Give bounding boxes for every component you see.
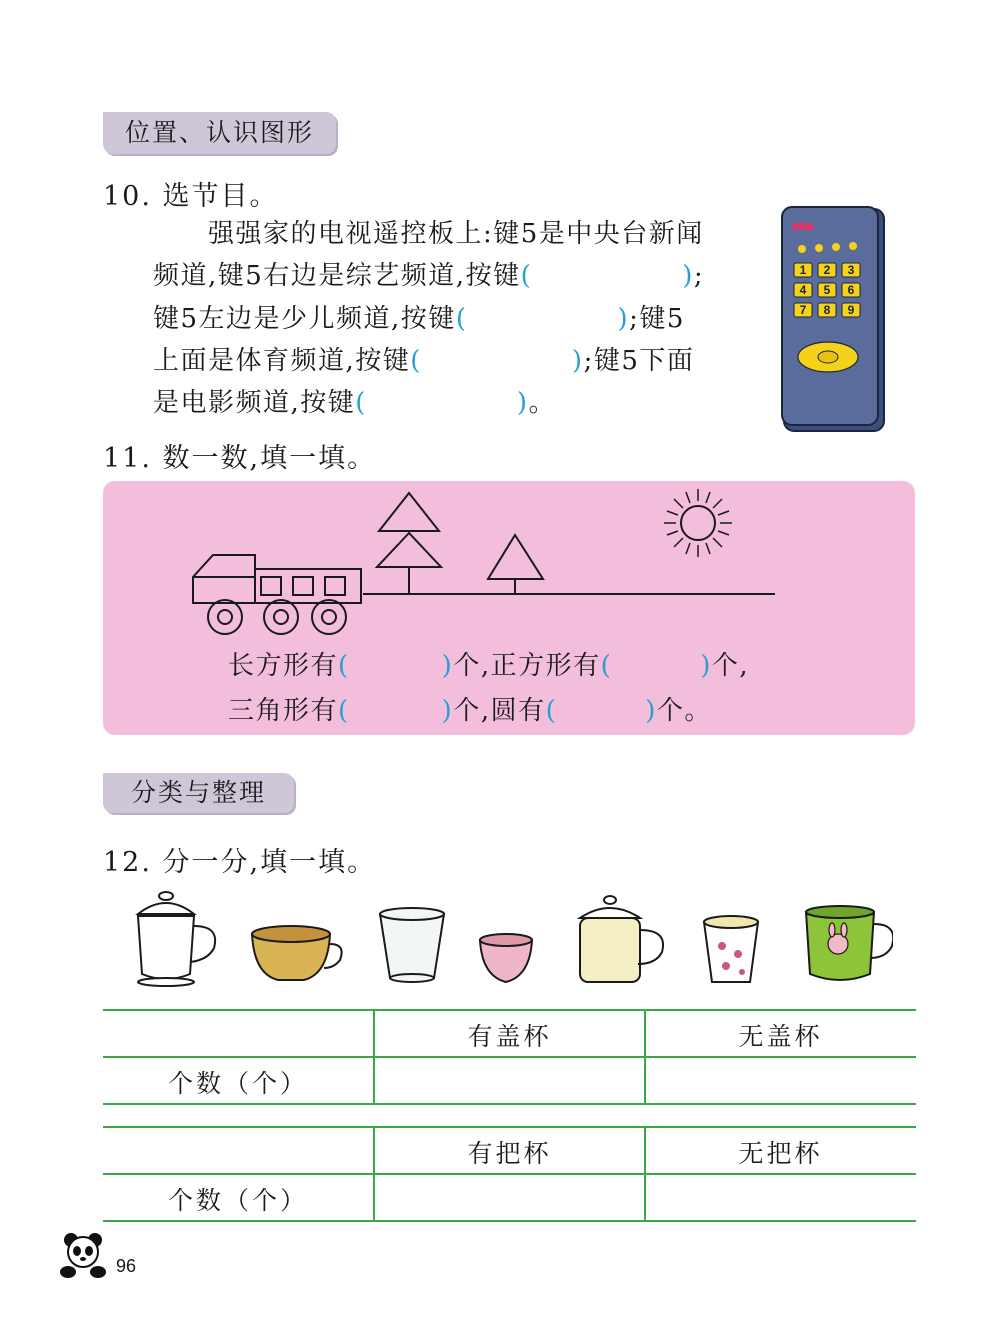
q10-line-2-end: ; [693, 261, 705, 291]
green-rabbit-mug-icon [806, 906, 893, 980]
q10-line-2-text: 频道,键5右边是综艺频道,按键 [153, 261, 521, 291]
close-paren: ) [682, 261, 694, 291]
close-paren: ) [441, 651, 454, 681]
q10-line-5-text: 是电影频道,按键 [153, 388, 356, 418]
pink-bowl-icon [480, 934, 532, 982]
close-paren: ) [617, 304, 630, 334]
open-paren: ( [338, 651, 350, 681]
wheel-1 [208, 600, 242, 634]
q11-row-1 [228, 645, 749, 682]
wheel-3 [312, 600, 346, 634]
truck-square-1 [261, 577, 281, 595]
q10-line-1: 强强家的电视遥控板上:键5是中央台新闻 [208, 219, 704, 249]
truck-square-2 [293, 577, 313, 595]
row-2-end: 个。 [656, 696, 712, 726]
q10-line-5-end: 。 [528, 388, 557, 418]
q11-row-2 [228, 690, 712, 727]
truck-cab-shape [193, 555, 255, 603]
table-1-row-label: 个数（个） [167, 1069, 308, 1098]
section-title-sorting [103, 773, 294, 813]
open-paren: ( [355, 388, 367, 418]
remote-key-9: 9 [847, 303, 855, 317]
table-2-handled-count-cell[interactable] [375, 1175, 644, 1220]
table-1-header-lidded: 有盖杯 [467, 1022, 552, 1051]
q10-line-5 [153, 382, 556, 424]
table-2-bottom-line [103, 1220, 916, 1222]
q10-line-4-text: 上面是体育频道,按键 [153, 346, 411, 376]
cups-illustration [128, 888, 893, 990]
section-title-text: 分类与整理 [131, 778, 267, 807]
q10-line-3 [153, 298, 685, 340]
open-paren: ( [600, 651, 613, 681]
wheel-2 [264, 600, 298, 634]
row-1-end: 个, [711, 651, 750, 681]
lidded-mug-icon [580, 896, 663, 982]
rect-count-label: 长方形有 [228, 651, 339, 681]
small-tree-triangle [488, 535, 543, 579]
lidded-teacup-icon [138, 892, 215, 986]
q10-line-4-end: ;键5下面 [583, 346, 695, 376]
tree-triangle-bottom [377, 533, 441, 567]
q10-line-3-text: 键5左边是少儿频道,按键 [153, 304, 456, 334]
table-1-bottom-line [103, 1103, 916, 1105]
close-paren: ) [441, 696, 454, 726]
remote-key-8: 8 [823, 303, 831, 317]
remote-key-1: 1 [799, 263, 807, 277]
table-1-header-unlidded: 无盖杯 [738, 1022, 823, 1051]
tv-remote-illustration [778, 205, 893, 435]
table-1-lidded-count-cell[interactable] [375, 1058, 644, 1103]
question-12-title: 12. 分一分,填一填。 [103, 847, 377, 878]
open-paren: ( [338, 696, 350, 726]
table-2-unhandled-count-cell[interactable] [646, 1175, 915, 1220]
q10-line-2 [153, 255, 704, 297]
remote-key-6: 6 [847, 283, 855, 297]
table-2-row-label: 个数（个） [167, 1186, 308, 1215]
q10-line-4 [153, 340, 694, 382]
patterned-cup-icon [704, 916, 758, 982]
page-number: 96 [116, 1256, 137, 1276]
open-paren: ( [545, 696, 558, 726]
remote-key-5: 5 [823, 283, 831, 297]
panda-icon [58, 1230, 108, 1280]
remote-key-4: 4 [799, 283, 807, 297]
square-count-label: 个,正方形有 [453, 651, 601, 681]
glass-cup-icon [380, 908, 444, 982]
remote-key-2: 2 [823, 263, 831, 277]
yellow-cup-icon [252, 926, 342, 980]
remote-key-3: 3 [847, 263, 855, 277]
close-paren: ) [700, 651, 712, 681]
table-2-header-handled: 有把杯 [467, 1139, 552, 1168]
section-title-position-shapes [103, 112, 336, 154]
q10-line-3-end: ;键5 [629, 304, 685, 334]
question-11-title: 11. 数一数,填一填。 [103, 443, 377, 474]
sun-rays [664, 489, 732, 557]
close-paren: ) [516, 388, 529, 418]
table-2-header-unhandled: 无把杯 [738, 1139, 823, 1168]
triangle-count-label: 三角形有 [228, 696, 339, 726]
open-paren: ( [410, 346, 422, 376]
circle-count-label: 个,圆有 [453, 696, 546, 726]
open-paren: ( [520, 261, 533, 291]
table-1-unlidded-count-cell[interactable] [646, 1058, 915, 1103]
question-10-title: 10. 选节目。 [103, 181, 279, 212]
close-paren: ) [645, 696, 657, 726]
table-1-top-line [103, 1009, 916, 1011]
section-title-text: 位置、认识图形 [125, 118, 315, 147]
truck-square-3 [325, 577, 345, 595]
sun-circle [681, 506, 715, 540]
table-2-top-line [103, 1126, 916, 1128]
open-paren: ( [455, 304, 468, 334]
remote-key-7: 7 [799, 303, 807, 317]
tree-triangle-top [379, 493, 439, 531]
close-paren: ) [571, 346, 584, 376]
